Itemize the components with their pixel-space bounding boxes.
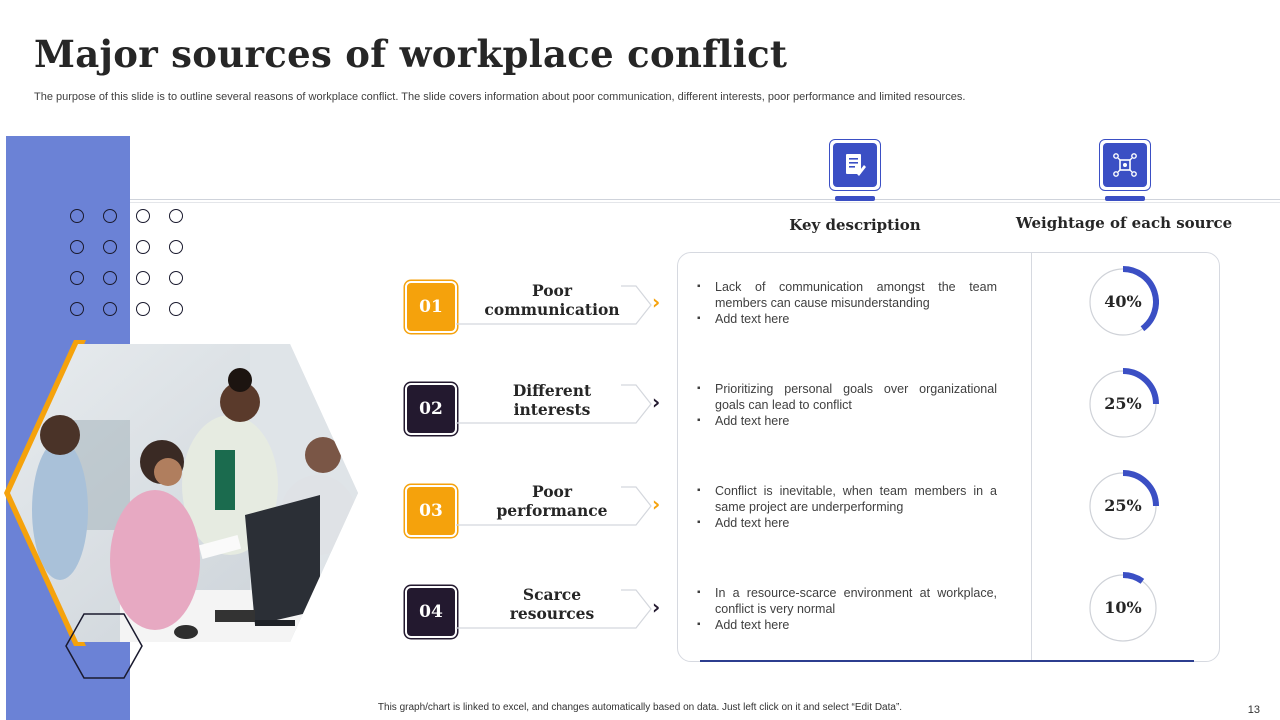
header-divider-secondary bbox=[130, 202, 1280, 203]
decor-dot bbox=[136, 302, 150, 316]
chevron-right-icon: › bbox=[652, 290, 661, 314]
description-bullet: ▪ Add text here bbox=[697, 413, 997, 429]
dot-pattern bbox=[70, 209, 183, 316]
row-label-line: Poor bbox=[531, 281, 573, 300]
row-description bbox=[697, 381, 997, 429]
gauge-arc bbox=[1123, 575, 1142, 581]
description-icon-underline bbox=[835, 196, 875, 201]
row-label bbox=[470, 482, 634, 520]
row-number-badge: 04 bbox=[405, 586, 457, 638]
page-number: 13 bbox=[1247, 704, 1260, 716]
decor-dot bbox=[136, 209, 150, 223]
weightage-icon-box bbox=[1099, 139, 1151, 191]
row-number-badge: 02 bbox=[405, 383, 457, 435]
percentage-value: 10% bbox=[1104, 598, 1142, 617]
description-bullet: ▪ Add text here bbox=[697, 311, 997, 327]
description-bullet: ▪ Conflict is inevitable, when team members in a same project are underperforming bbox=[697, 483, 997, 515]
chevron-right-icon: › bbox=[652, 492, 661, 516]
row-label bbox=[470, 585, 634, 623]
decor-dot bbox=[70, 240, 84, 254]
page-subtitle: The purpose of this slide is to outline several reasons of workplace conflict. The slide covers information about poor communication, different interests, poor performance and limited resources. bbox=[34, 91, 966, 103]
decor-dot bbox=[136, 240, 150, 254]
row-description bbox=[697, 483, 997, 531]
row-description bbox=[697, 585, 997, 633]
description-bullet: ▪ Prioritizing personal goals over organizational goals can lead to conflict bbox=[697, 381, 997, 413]
decor-dot bbox=[103, 271, 117, 285]
row-label bbox=[470, 381, 634, 419]
document-icon bbox=[843, 152, 867, 178]
decor-dot bbox=[169, 240, 183, 254]
decor-dot bbox=[103, 209, 117, 223]
footer-note: This graph/chart is linked to excel, and changes automatically based on data. Just left click on it and select “Edit Data”. bbox=[377, 702, 903, 713]
decor-dot bbox=[70, 209, 84, 223]
description-bullet: ▪ Add text here bbox=[697, 617, 997, 633]
decor-dot bbox=[103, 302, 117, 316]
row-label-line: performance bbox=[496, 501, 608, 520]
team-meeting-photo bbox=[0, 340, 360, 646]
decor-dot bbox=[169, 271, 183, 285]
percentage-value: 25% bbox=[1104, 394, 1142, 413]
row-label-line: interests bbox=[513, 400, 591, 419]
description-bullet: ▪ Lack of communication amongst the team members can cause misunderstanding bbox=[697, 279, 997, 311]
description-column-header: Key description bbox=[789, 216, 921, 234]
percentage-value: 25% bbox=[1104, 496, 1142, 515]
row-label bbox=[470, 281, 634, 319]
panel-column-divider bbox=[1031, 253, 1032, 661]
decor-dot bbox=[70, 302, 84, 316]
weightage-icon-underline bbox=[1105, 196, 1145, 201]
row-label-line: Scarce bbox=[522, 585, 582, 604]
decor-dot bbox=[169, 302, 183, 316]
row-description bbox=[697, 279, 997, 327]
row-label-line: Different bbox=[512, 381, 592, 400]
chevron-right-icon: › bbox=[652, 390, 661, 414]
page-title: Major sources of workplace conflict bbox=[34, 32, 788, 76]
chevron-right-icon: › bbox=[652, 595, 661, 619]
description-bullet: ▪ Add text here bbox=[697, 515, 997, 531]
decor-dot bbox=[70, 271, 84, 285]
row-label-line: communication bbox=[484, 300, 620, 319]
hexagon-outline-decor bbox=[64, 612, 144, 680]
decor-dot bbox=[136, 271, 150, 285]
decor-dot bbox=[103, 240, 117, 254]
row-label-line: Poor bbox=[531, 482, 573, 501]
description-bullet: ▪ In a resource-scarce environment at workplace, conflict is very normal bbox=[697, 585, 997, 617]
network-chip-icon bbox=[1112, 152, 1138, 178]
weightage-column-header: Weightage of each source bbox=[1015, 214, 1233, 232]
decor-dot bbox=[169, 209, 183, 223]
row-label-line: resources bbox=[509, 604, 595, 623]
row-number-badge: 03 bbox=[405, 485, 457, 537]
row-number-badge: 01 bbox=[405, 281, 457, 333]
description-icon-box bbox=[829, 139, 881, 191]
percentage-value: 40% bbox=[1104, 292, 1142, 311]
panel-bottom-accent bbox=[700, 660, 1194, 662]
